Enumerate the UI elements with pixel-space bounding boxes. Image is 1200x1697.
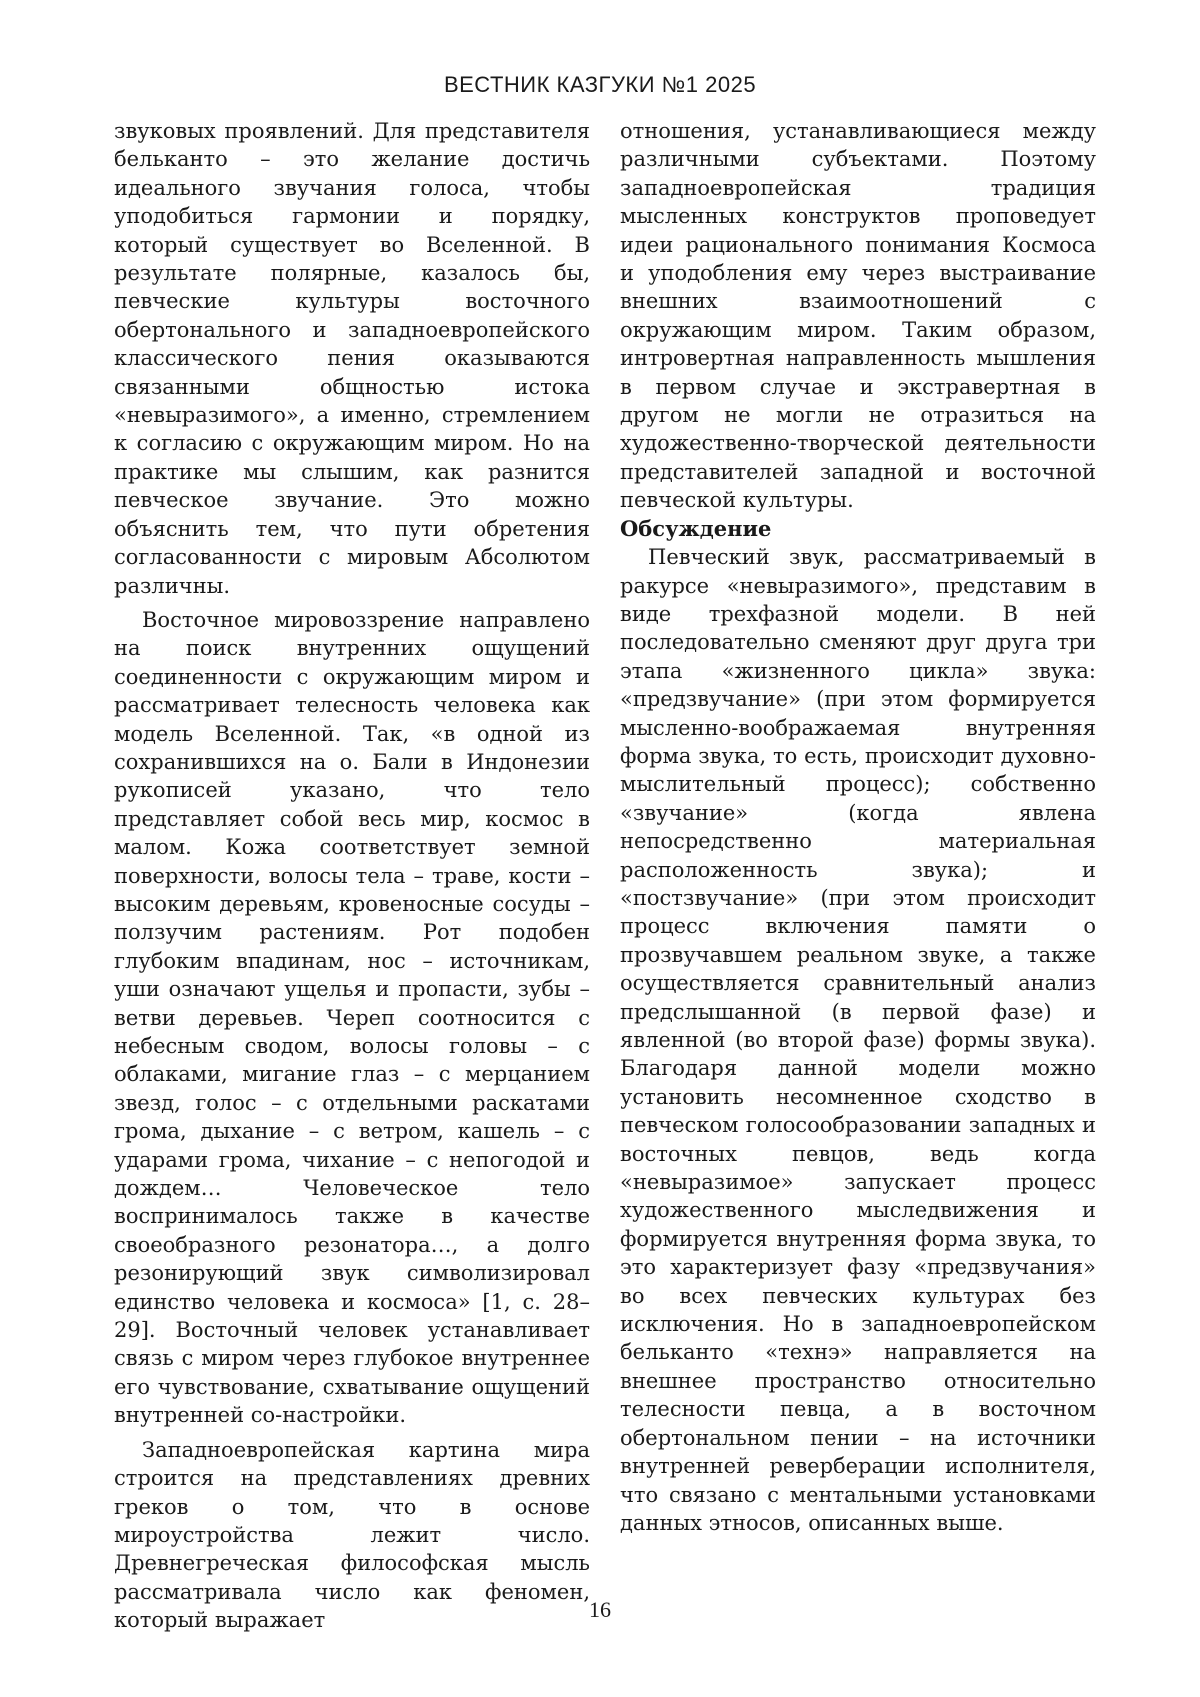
journal-header: ВЕСТНИК КАЗГУКИ №1 2025	[443, 72, 757, 97]
page-number: 16	[589, 1597, 611, 1622]
paragraph-continued: звуковых проявлений. Для представителя бельканто – это желание достичь идеального звучания голоса, чтобы уподобиться гармонии и порядку, который существует во Вселенной. В результате полярные, казалось бы, певческие культуры восточного обертонального и западноевропейского классического пения оказываются связанными общностью истока «невыразимого», а именно, стремлением к согласию с окружающим миром. Но на практике мы слышим, как разнится певческое звучание. Это можно объяснить тем, что пути обретения согласованности с мировым Абсолютом различны.	[114, 119, 590, 598]
section-heading-discussion: Обсуждение	[620, 515, 772, 541]
paragraph-continuation: отношения, устанавливающиеся между различными субъектами. Поэтому западноевропейская традиция мысленных конструктов проповедует идеи рационального понимания Космоса и уподобления ему через выстраивание внешних взаимоотношений с окружающим миром. Таким образом, интровертная направленность мышления в первом случае и экстравертная в другом не могли не отразиться на художественно-творческой деятельности представителей западной и восточной певческой культуры.	[620, 119, 1096, 513]
left-column	[114, 117, 590, 1635]
paragraph-eastern-worldview: Восточное мировоззрение направлено на поиск внутренних ощущений соединенности с окружающим миром и рассматривает телесность человека как модель Вселенной. Так, «в одной из сохранившихся на о. Бали в Индонезии рукописей указано, что тело представляет собой весь мир, космос в малом. Кожа соответствует земной поверхности, волосы тела – траве, кости – высоким деревьям, кровеносные сосуды – ползучим растениям. Рот подобен глубоким впадинам, нос – источникам, уши означают ущелья и пропасти, зубы – ветви деревьев. Череп соотносится с небесным сводом, волосы головы – с облаками, мигание глаз – с мерцанием звезд, голос – с отдельными раскатами грома, дыхание – с ветром, кашель – с ударами грома, чихание – с непогодой и дождем… Человеческое тело воспринималось также в качестве своеобразного резонатора…, а долго резонирующий звук символизировал единство человека и космоса» [1, с. 28–29]. Восточный человек устанавливает связь с миром через глубокое внутреннее его чувствование, схватывание ощущений внутренней со-настройки.	[114, 607, 590, 1428]
paragraph-discussion: Певческий звук, рассматриваемый в ракурсе «невыразимого», представим в виде трехфазной модели. В ней последовательно сменяют друг друга три этапа «жизненного цикла» звука: «предзвучание» (при этом формируется мысленно-воображаемая внутренняя форма звука, то есть, происходит духовно-мыслительный процесс); собственно «звучание» (когда явлена непосредственно материальная расположенность звука); и «постзвучание» (при этом происходит процесс включения памяти о прозвучавшем реальном звуке, а также осуществляется сравнительный анализ предслышанной (в первой фазе) и явленной (во второй фазе) формы звука). Благодаря данной модели можно установить несомненное сходство в певческом голосообразовании западных и восточных певцов, ведь когда «невыразимое» запускает процесс художественного мыследвижения и формируется внутренняя форма звука, то это характеризует фазу «предзвучания» во всех певческих культурах без исключения. Но в западноевропейском бельканто «технэ» направляется на внешнее пространство относительно телесности певца, а в восточном обертональном пении – на источники внутренней реверберации исполнителя, что связано с ментальными установками данных этносов, описанных выше.	[620, 545, 1096, 1535]
right-column	[620, 117, 1096, 1537]
paragraph-western-worldview: Западноевропейская картина мира строится на представлениях древних греков о том, что в основе мироустройства лежит число. Древнегреческая философская мысль рассматривала число как феномен, который выражает	[114, 1437, 590, 1633]
